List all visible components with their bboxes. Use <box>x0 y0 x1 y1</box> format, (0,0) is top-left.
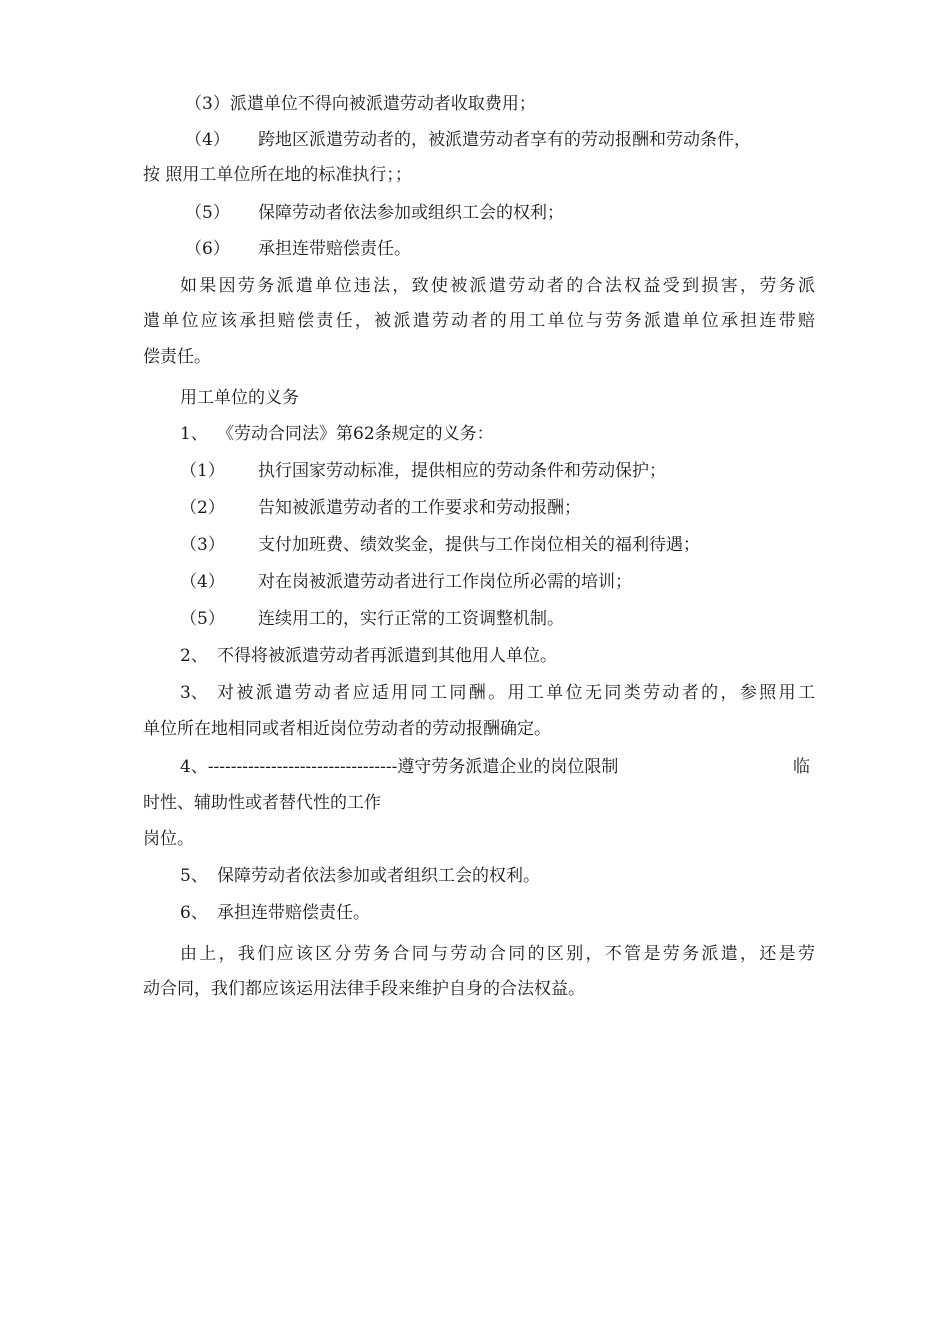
list-item-number: （3） <box>180 535 225 555</box>
text-line <box>217 681 815 705</box>
paragraph-text: 遣单位应该承担赔偿责任，被派遣劳动者的用工单位与劳务派遣单位承担连带赔 <box>143 311 815 331</box>
text-line <box>258 128 751 152</box>
text-line <box>258 459 666 483</box>
text-line <box>143 827 194 851</box>
text-line <box>180 942 815 966</box>
text-line <box>180 864 208 888</box>
text-line <box>185 237 230 261</box>
paragraph-text: 如果因劳务派遣单位违法，致使被派遣劳动者的合法权益受到损害，劳务派 <box>180 276 815 296</box>
text-line <box>185 92 536 116</box>
text-line <box>180 681 208 705</box>
text-line <box>180 496 225 520</box>
text-line <box>180 570 225 594</box>
list-item-text: 承担连带赔偿责任。 <box>258 239 411 259</box>
text-line <box>258 607 564 631</box>
paragraph-text: 按 照用工单位所在地的标准执行；； <box>143 165 412 185</box>
list-item-number: （5） <box>180 609 225 629</box>
text-line <box>258 533 700 557</box>
paragraph-text: 由上，我们应该区分劳务合同与劳动合同的区别，不管是劳务派遣，还是劳 <box>180 944 815 964</box>
list-item-text: 4、---------------------------------遵守劳务派遣企业的岗位限制 <box>180 757 619 777</box>
paragraph-text: 岗位。 <box>143 829 194 849</box>
text-line <box>143 345 211 369</box>
list-item-number: （5） <box>185 203 230 223</box>
list-item-number: 6、 <box>180 903 208 923</box>
text-line <box>185 128 230 152</box>
text-line <box>217 644 557 668</box>
list-item-number: （4） <box>185 130 230 150</box>
list-item-text: 告知被派遣劳动者的工作要求和劳动报酬； <box>258 498 581 518</box>
text-line <box>258 201 564 225</box>
paragraph-text: 时性、辅助性或者替代性的工作 <box>143 793 381 813</box>
text-line <box>258 496 581 520</box>
list-item-text: 对被派遣劳动者应适用同工同酬。用工单位无同类劳动者的，参照用工 <box>217 683 815 703</box>
list-item-text: 《劳动合同法》第62条规定的义务： <box>217 424 494 444</box>
text-line <box>180 755 618 779</box>
text-line <box>143 791 381 815</box>
text-line <box>258 570 632 594</box>
text-line <box>180 644 208 668</box>
text-line <box>217 422 494 446</box>
list-item-text: 保障劳动者依法参加或者组织工会的权利。 <box>217 866 540 886</box>
text-line <box>180 901 208 925</box>
list-item-number: （6） <box>185 239 230 259</box>
text-line <box>793 755 810 779</box>
text-line <box>217 864 540 888</box>
list-item-text: 跨地区派遣劳动者的，被派遣劳动者享有的劳动报酬和劳动条件， <box>258 130 751 150</box>
text-line <box>143 163 412 187</box>
paragraph-text: 单位所在地相同或者相近岗位劳动者的劳动报酬确定。 <box>143 719 551 739</box>
section-heading <box>180 386 299 410</box>
list-item-text: （3）派遣单位不得向被派遣劳动者收取费用； <box>185 94 536 114</box>
text-line <box>143 717 551 741</box>
list-item-text: 保障劳动者依法参加或组织工会的权利； <box>258 203 564 223</box>
list-item-text: 对在岗被派遣劳动者进行工作岗位所必需的培训； <box>258 572 632 592</box>
text-line <box>180 533 225 557</box>
paragraph-text: 偿责任。 <box>143 347 211 367</box>
list-item-text: 连续用工的，实行正常的工资调整机制。 <box>258 609 564 629</box>
list-item-number: （2） <box>180 498 225 518</box>
list-item-number: 3、 <box>180 683 208 703</box>
text-line <box>217 901 370 925</box>
list-item-number: 1、 <box>180 424 208 444</box>
paragraph-text: 动合同，我们都应该运用法律手段来维护自身的合法权益。 <box>143 979 585 999</box>
text-line <box>180 459 225 483</box>
section-heading-text: 用工单位的义务 <box>180 388 299 408</box>
text-line <box>258 237 411 261</box>
text-line <box>180 607 225 631</box>
text-line <box>143 309 815 333</box>
list-item-text: 执行国家劳动标准，提供相应的劳动条件和劳动保护； <box>258 461 666 481</box>
text-line <box>180 274 815 298</box>
list-item-number: （1） <box>180 461 225 481</box>
list-item-number: 2、 <box>180 646 208 666</box>
list-item-number: （4） <box>180 572 225 592</box>
text-line <box>185 201 230 225</box>
list-item-text: 临 <box>793 757 810 777</box>
list-item-text: 承担连带赔偿责任。 <box>217 903 370 923</box>
list-item-text: 支付加班费、绩效奖金，提供与工作岗位相关的福利待遇； <box>258 535 700 555</box>
text-line <box>180 422 208 446</box>
text-line <box>143 977 585 1001</box>
list-item-number: 5、 <box>180 866 208 886</box>
list-item-text: 不得将被派遣劳动者再派遣到其他用人单位。 <box>217 646 557 666</box>
